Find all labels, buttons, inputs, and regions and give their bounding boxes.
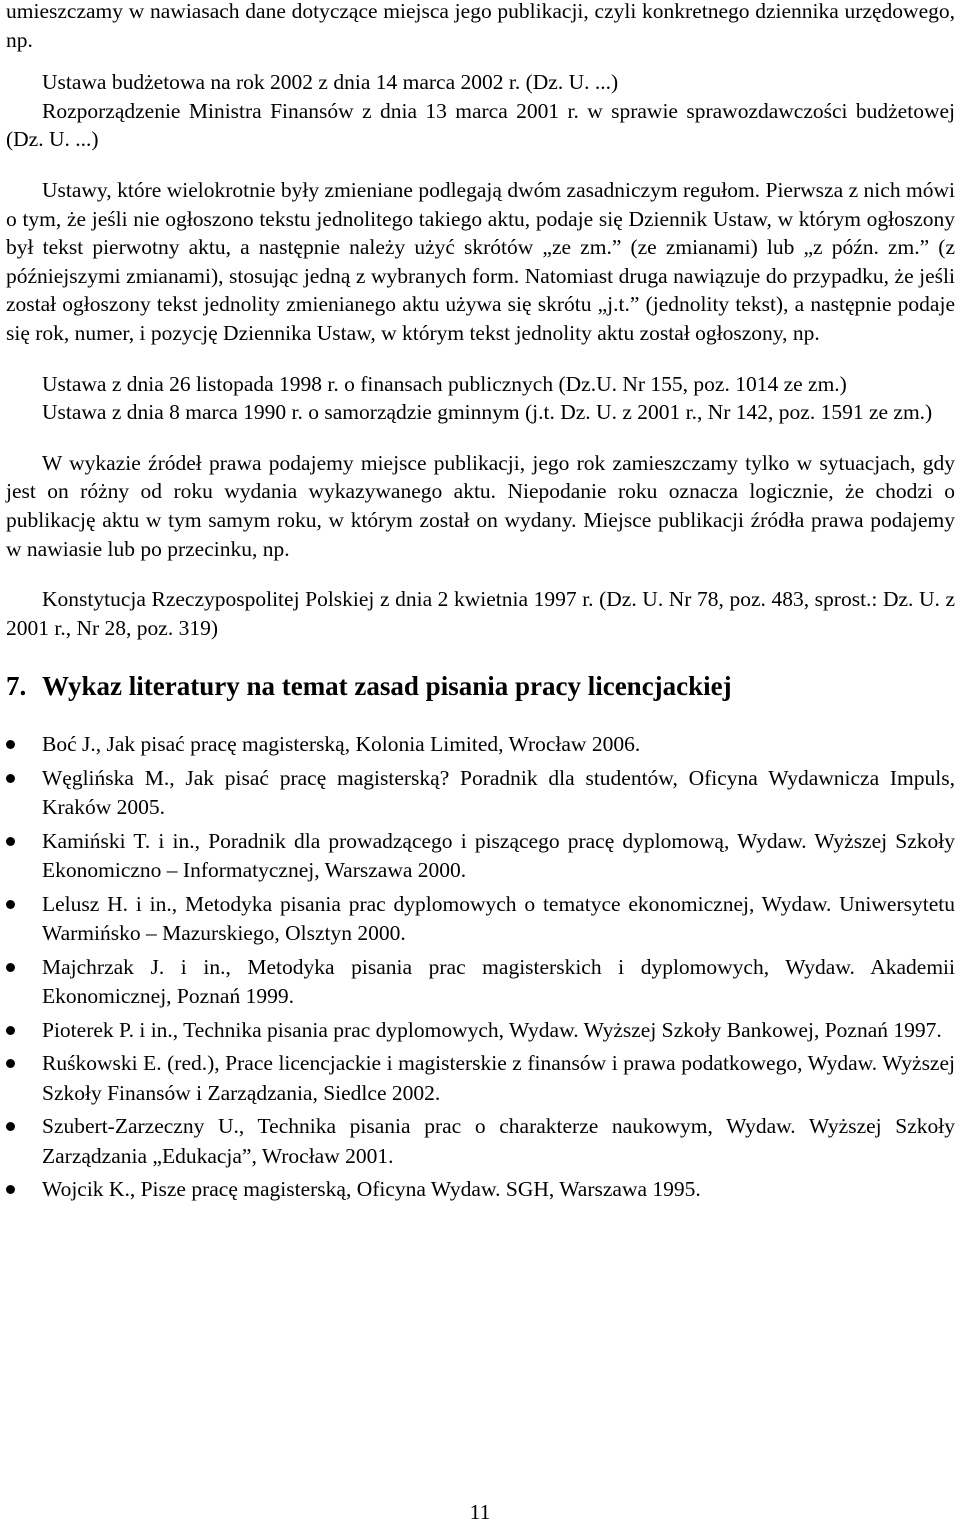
document-page [6,0,955,1209]
section-number: 7. [6,671,27,702]
bibliography-item [6,1049,955,1108]
bullet-icon [6,1185,15,1194]
bibliography-item [6,1112,955,1171]
bibliography-text: Pioterek P. i in., Technika pisania prac dyplomowych, Wydaw. Wyższej Szkoły Bankowej, Poznań 1997. [42,1017,942,1042]
bibliography-item [6,890,955,949]
example-regulation: Rozporządzenie Ministra Finansów z dnia 13 marca 2001 r. w sprawie sprawozdawczości budżetowej (Dz. U. ...) [6,98,955,152]
sources-paragraph: W wykazie źródeł prawa podajemy miejsce publikacji, jego rok zamieszczamy tylko w sytuacjach, gdy jest on różny od roku wydania wykazywanego aktu. Niepodanie roku oznacza logicznie, że chodzi o publikację aktu w tym samym roku, w którym został on wydany. Miejsce publikacji źródła prawa podajemy w nawiasie lub po przecinku, np. [6,450,955,561]
bibliography-text: Kamiński T. i in., Poradnik dla prowadzącego i piszącego pracę dyplomową, Wydaw. Wyższej Szkoły Ekonomiczno – Informatycznej, Warszawa 2000. [42,828,955,883]
bibliography-item [6,953,955,1012]
bullet-icon [6,1122,15,1131]
bibliography-item [6,1175,955,1205]
intro-paragraph: umieszczamy w nawiasach dane dotyczące miejsca jego publikacji, czyli konkretnego dziennika urzędowego, np. [6,0,955,52]
bullet-icon [6,1026,15,1035]
bibliography-list [6,730,955,1205]
bibliography-text: Majchrzak J. i in., Metodyka pisania prac magisterskich i dyplomowych, Wydaw. Akademii Ekonomicznej, Poznań 1999. [42,954,955,1009]
bibliography-item [6,764,955,823]
bullet-icon [6,774,15,783]
bullet-icon [6,740,15,749]
bibliography-text: Wojcik K., Pisze pracę magisterską, Oficyna Wydaw. SGH, Warszawa 1995. [42,1177,701,1202]
bullet-icon [6,1059,15,1068]
section-heading [6,668,955,704]
example-budget-act: Ustawa budżetowa na rok 2002 z dnia 14 marca 2002 r. (Dz. U. ...) [42,70,619,95]
bibliography-text: Lelusz H. i in., Metodyka pisania prac dyplomowych o tematyce ekonomicznej, Wydaw. Uniwersytetu Warmińsko – Mazurskiego, Olsztyn 2000. [42,891,955,946]
bibliography-item [6,827,955,886]
bibliography-text: Szubert-Zarzeczny U., Technika pisania prac o charakterze naukowym, Wydaw. Wyższej Szkoły Zarządzania „Edukacja”, Wrocław 2001. [42,1114,955,1168]
bibliography-item [6,730,955,760]
bullet-icon [6,837,15,846]
bullet-icon [6,900,15,909]
amended-acts-paragraph: Ustawy, które wielokrotnie były zmieniane podlegają dwóm zasadniczym regułom. Pierwsza z nich mówi o tym, że jeśli nie ogłoszono tekstu jednolitego takiego aktu, podaje się Dziennik Ustaw, w którym ogłoszony był tekst pierwotny aktu, a następnie należy użyć skrótów „ze zm.” (ze zmianami) lub „z późn. zm.” (z późniejszymi zmianami), stosując jedną z wybranych form. Natomiast druga nawiązuje do przypadku, że jeśli został ogłoszony tekst jednolity zmienianego aktu używa się skrótu „j.t.” (jednolity tekst), a następnie podaje się rok, numer, i pozycję Dziennika Ustaw, w którym tekst jednolity aktu został ogłoszony, np. [6,177,955,345]
bibliography-text: Boć J., Jak pisać pracę magisterską, Kolonia Limited, Wrocław 2006. [42,732,641,757]
bullet-icon [6,963,15,972]
bibliography-text: Węglińska M., Jak pisać pracę magisterską? Poradnik dla studentów, Oficyna Wydawnicza Impuls, Kraków 2005. [42,765,955,820]
example-public-finance-act: Ustawa z dnia 26 listopada 1998 r. o finansach publicznych (Dz.U. Nr 155, poz. 1014 ze zm.) [42,371,847,396]
bibliography-item [6,1016,955,1046]
example-constitution: Konstytucja Rzeczypospolitej Polskiej z dnia 2 kwietnia 1997 r. (Dz. U. Nr 78, poz. 483, sprost.: Dz. U. z 2001 r., Nr 28, poz. 319) [6,587,955,640]
page-number: 11 [469,1500,491,1524]
example-municipal-act: Ustawa z dnia 8 marca 1990 r. o samorządzie gminnym (j.t. Dz. U. z 2001 r., Nr 142, poz. 1591 ze zm.) [42,400,933,425]
section-title: Wykaz literatury na temat zasad pisania pracy licencjackiej [42,671,732,702]
bibliography-text: Ruśkowski E. (red.), Prace licencjackie i magisterskie z finansów i prawa podatkowego, Wydaw. Wyższej Szkoły Finansów i Zarządzania, Siedlce 2002. [42,1051,955,1105]
